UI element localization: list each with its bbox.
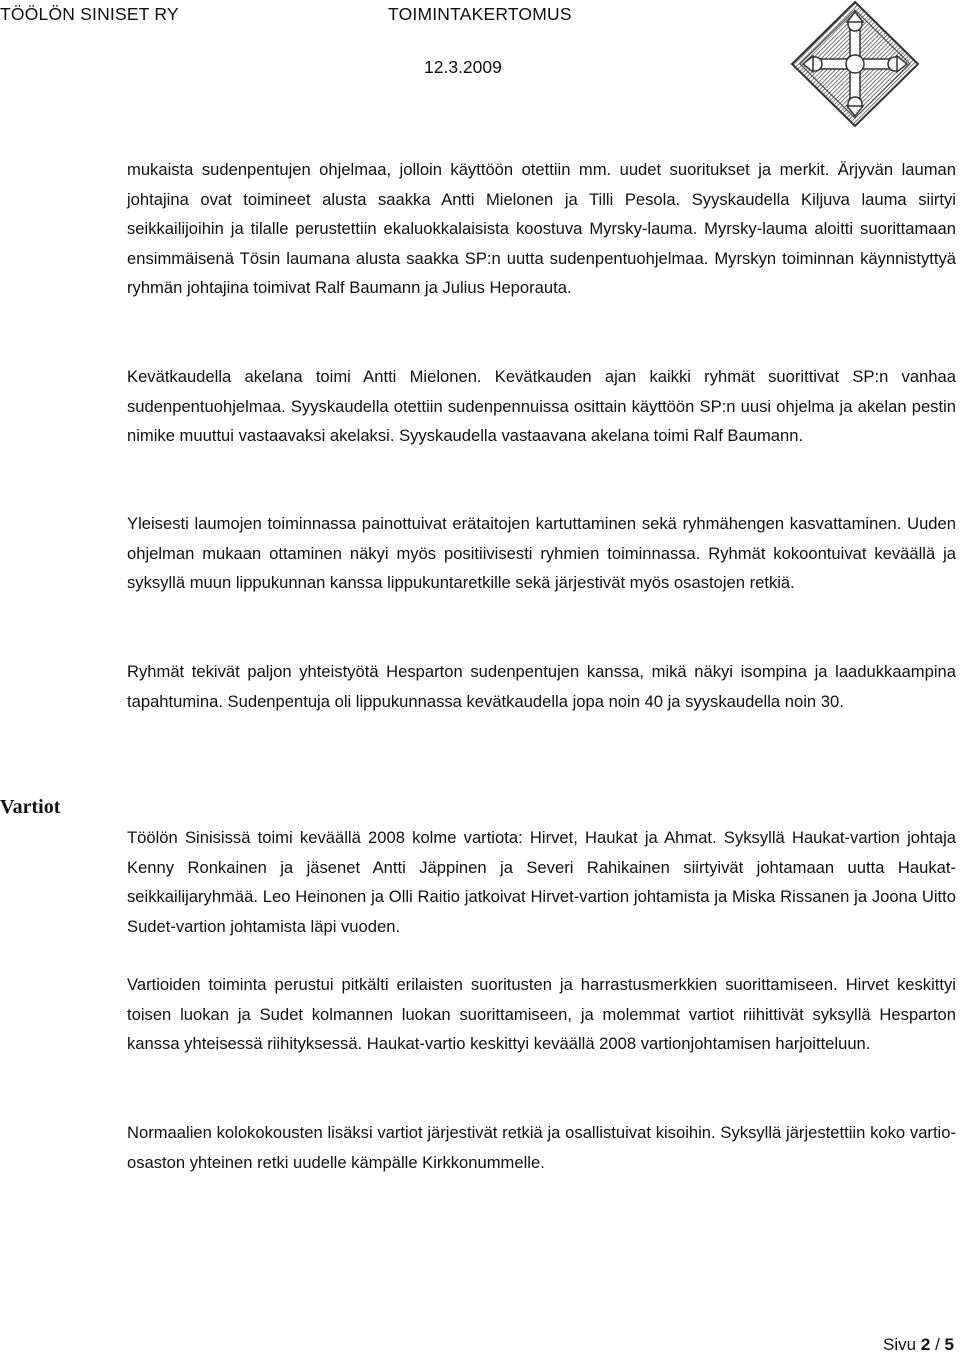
fleur-cross-diamond-icon: [790, 0, 920, 128]
current-page: 2: [920, 1335, 931, 1354]
paragraph-sudenpennut-1: mukaista sudenpentujen ohjelmaa, jolloin käyttöön otettiin mm. uudet suoritukset ja merkit. Ärjyvän lauman johtajina ovat toimineet alusta saakka Antti Mielonen ja Tilli Pesola. Syyskaudella Kiljuva lauma siirtyi seikkailijoihin ja tilalle perustettiin ekaluokkalaisista koostuva Myrsky-lauma. Myrsky-lauma aloitti suorittamaan ensimmäisenä Tösin laumana alusta saakka SP:n uutta sudenpentuohjelmaa. Myrskyn toiminnan käynnistyttyä ryhmän johtajina toimivat Ralf Baumann ja Julius Heporauta.: [127, 160, 956, 297]
paragraph-sudenpennut-4: Ryhmät tekivät paljon yhteistyötä Hesparton sudenpentujen kanssa, mikä näkyi isompina ja laadukkaampina tapahtumina. Sudenpentuja oli lippukunnassa kevätkaudella jopa noin 40 ja syyskaudella noin 30.: [127, 662, 956, 711]
page-separator: /: [935, 1335, 940, 1354]
organization-name: TÖÖLÖN SINISET RY: [0, 4, 179, 24]
paragraph-vartiot-3: Normaalien kolokokousten lisäksi vartiot järjestivät retkiä ja osallistuivat kisoihin. Syksyllä järjestettiin koko vartio-osaston yhteinen retki uudelle kämpälle Kirkkonummelle.: [127, 1123, 956, 1172]
document-title: TOIMINTAKERTOMUS: [388, 4, 572, 24]
page-number: [883, 1335, 954, 1355]
page-label: Sivu: [883, 1335, 917, 1354]
section-heading-vartiot: Vartiot: [0, 796, 61, 818]
paragraph-vartiot-2: Vartioiden toiminta perustui pitkälti erilaisten suoritusten ja harrastusmerkkien suorittamiseen. Hirvet keskittyi toisen luokan ja Sudet kolmannen luokan suorittamiseen, ja molemmat vartiot riihittivät syksyllä Hesparton kanssa yhteisessä riihityksessä. Haukat-vartio keskittyi keväällä 2008 vartionjohtamisen harjoitteluun.: [127, 975, 956, 1053]
document-date: 12.3.2009: [424, 57, 502, 77]
total-pages: 5: [944, 1335, 954, 1354]
paragraph-vartiot-1: Töölön Sinisissä toimi keväällä 2008 kolme vartiota: Hirvet, Haukat ja Ahmat. Syksyllä Haukat-vartion johtaja Kenny Ronkainen ja jäsenet Antti Jäppinen ja Severi Rahikainen siirtyivät johtamaan uutta Haukat-seikkailijaryhmää. Leo Heinonen ja Olli Raitio jatkoivat Hirvet-vartion johtamista ja Miska Rissanen ja Joona Uitto Sudet-vartion johtamista läpi vuoden.: [127, 828, 956, 936]
paragraph-sudenpennut-3: Yleisesti laumojen toiminnassa painottuivat erätaitojen kartuttaminen sekä ryhmähengen kasvattaminen. Uuden ohjelman mukaan ottaminen näkyi myös positiivisesti ryhmien toiminnassa. Ryhmät kokoontuivat keväällä ja syksyllä muun lippukunnan kanssa lippukuntaretkille sekä järjestivät myös osastojen retkiä.: [127, 514, 956, 592]
paragraph-sudenpennut-2: Kevätkaudella akelana toimi Antti Mielonen. Kevätkauden ajan kaikki ryhmät suorittivat SP:n vanhaa sudenpentuohjelmaa. Syyskaudella otettiin sudenpennuissa osittain käyttöön SP:n uusi ohjelma ja akelan pestin nimike muuttui vastaavaksi akelaksi. Syyskaudella vastaavana akelana toimi Ralf Baumann.: [127, 367, 956, 445]
